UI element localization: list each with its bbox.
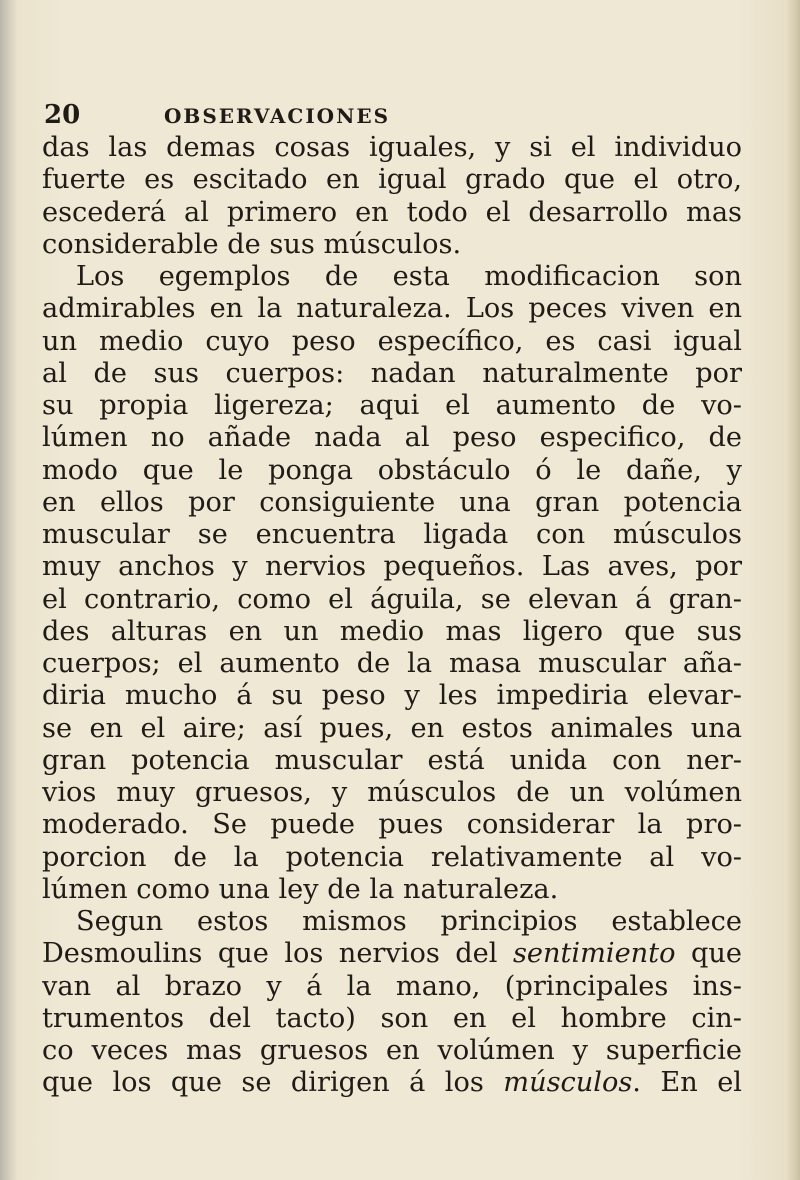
- text-line: el contrario, como el águila, se elevan á gran-: [42, 583, 742, 615]
- text-line: van al brazo y á la mano, (principales ins-: [42, 970, 742, 1002]
- italic-term: sentimiento: [512, 938, 676, 970]
- text-line: gran potencia muscular está unida con ner-: [42, 744, 742, 776]
- running-head: OBSERVACIONES: [164, 104, 391, 128]
- text-line: al de sus cuerpos: nadan naturalmente por: [42, 357, 742, 389]
- page-header: [44, 100, 564, 130]
- text-line: moderado. Se puede pues considerar la pro-: [42, 809, 742, 841]
- text-line: su propia ligereza; aqui el aumento de vo-: [42, 390, 742, 421]
- text-line: lúmen como una ley de la naturaleza.: [42, 873, 559, 905]
- text-line: porcion de la potencia relativamente al vo-: [42, 841, 742, 873]
- text-line: lúmen no añade nada al peso especifico, de: [42, 422, 742, 454]
- text-line: escederá al primero en todo el desarrollo mas: [42, 196, 742, 228]
- binding-gutter: [0, 0, 18, 1180]
- text-line: un medio cuyo peso específico, es casi igual: [42, 325, 742, 357]
- text-line: fuerte es escitado en igual grado que el otro,: [42, 164, 742, 196]
- text-line: modo que le ponga obstáculo ó le dañe, y: [42, 454, 742, 486]
- text-run: que: [675, 938, 742, 970]
- page-number: 20: [44, 100, 81, 130]
- text-line: Segun estos mismos principios establece: [76, 906, 742, 937]
- text-line: muscular se encuentra ligada con músculos: [42, 519, 742, 550]
- text-line: trumentos del tacto) son en el hombre cin-: [42, 1002, 742, 1034]
- text-line: cuerpos; el aumento de la masa muscular aña-: [42, 648, 742, 679]
- text-run: . En el: [632, 1067, 742, 1099]
- text-line: admirables en la naturaleza. Los peces viven en: [42, 293, 742, 325]
- text-line: se en el aire; así pues, en estos animales una: [42, 712, 742, 744]
- italic-term: músculos: [503, 1067, 633, 1099]
- text-line: Los egemplos de esta modificacion son: [76, 261, 742, 292]
- text-line: co veces mas gruesos en volúmen y superficie: [42, 1035, 742, 1066]
- text-line: des alturas en un medio mas ligero que sus: [42, 615, 742, 647]
- text-run: Desmoulins que los nervios del: [42, 938, 498, 970]
- page-edge: [786, 0, 800, 1180]
- text-line-mixed: [42, 938, 742, 970]
- text-line: muy anchos y nervios pequeños. Las aves, por: [42, 551, 742, 583]
- text-line: diria mucho á su peso y les impediria elevar-: [42, 680, 742, 712]
- text-line: das las demas cosas iguales, y si el individuo: [42, 132, 742, 163]
- body-text: [42, 132, 742, 1100]
- text-line: en ellos por consiguiente una gran potencia: [42, 486, 742, 518]
- text-line: vios muy gruesos, y músculos de un volúmen: [42, 777, 742, 808]
- text-line: considerable de sus músculos.: [42, 228, 462, 260]
- text-line-mixed: [42, 1067, 742, 1099]
- text-run: que los que se dirigen á los: [42, 1067, 484, 1099]
